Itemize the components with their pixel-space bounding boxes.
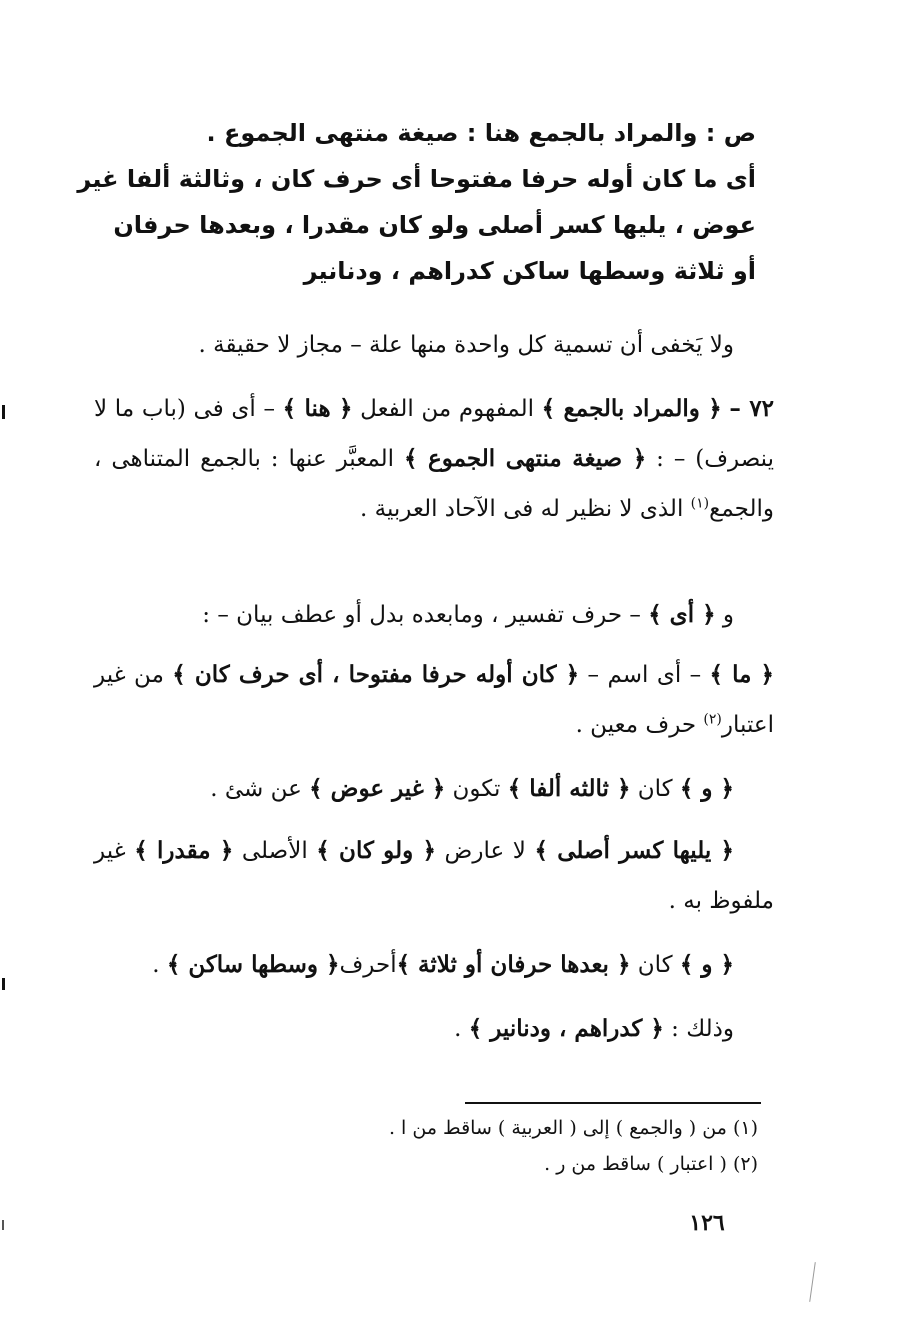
- paragraph-text: .: [454, 1016, 469, 1042]
- matn-line-2: أى ما كان أوله حرفا مفتوحا أى حرف كان ، وثالثة ألفا غير: [77, 165, 756, 193]
- quoted-term: ﴿ غير عوض ﴾: [309, 775, 446, 802]
- paragraph-text: أحرف: [339, 952, 397, 978]
- scan-artifact: [2, 405, 5, 419]
- paragraph-text: عن شئ .: [210, 776, 310, 802]
- footnotes: [98, 1110, 758, 1182]
- quoted-term: ﴿ و ﴾: [679, 775, 734, 802]
- quoted-term: ﴿ ولو كان ﴾: [316, 837, 436, 864]
- matn-line-1: ص : والمراد بالجمع هنا : صيغة منتهى الجموع .: [206, 119, 756, 147]
- paragraph-text: المفهوم من الفعل: [352, 396, 542, 422]
- matn-line-3: عوض ، يليها كسر أصلى ولو كان مقدرا ، وبعدها حرفان: [113, 211, 756, 239]
- footnote-2: (٢) ( اعتبار ) ساقط من ر .: [544, 1153, 758, 1175]
- footnote-ref-1: (١): [690, 495, 710, 512]
- scan-artifact: [809, 1262, 816, 1302]
- section-number: ٧٢ –: [729, 395, 775, 422]
- paragraph-text: غير ملفوظ به .: [94, 838, 774, 914]
- scan-artifact: [2, 1220, 4, 1230]
- footnote-1: (١) من ( والجمع ) إلى ( العربية ) ساقط من ا .: [388, 1117, 758, 1139]
- quoted-term: ﴿ هنا ﴾: [282, 395, 353, 422]
- matn-line-4: أو ثلاثة وسطها ساكن كدراهم ، ودنانير: [303, 257, 756, 285]
- quoted-term: ﴿ ما ﴾: [709, 661, 775, 688]
- quoted-term: ﴿ و ﴾: [679, 951, 734, 978]
- commentary-paragraph-3: [94, 590, 774, 640]
- commentary-paragraph-1: [94, 320, 774, 370]
- page-number: ١٢٦: [689, 1210, 725, 1236]
- quoted-term: ﴿ كدراهم ، ودنانير ﴾: [468, 1015, 664, 1042]
- paragraph-text: الذى لا نظير له فى الآحاد العربية .: [360, 496, 691, 522]
- footnote-separator: [465, 1102, 761, 1104]
- quoted-term: ﴿ وسطها ساكن ﴾: [166, 951, 340, 978]
- commentary-paragraph-8: [94, 1004, 774, 1054]
- paragraph-text: من غير اعتبار: [94, 662, 774, 738]
- paragraph-text: كان: [630, 952, 680, 978]
- quoted-term: ﴿ أى ﴾: [648, 601, 716, 628]
- footnote-ref-2: (٢): [703, 711, 722, 728]
- commentary-paragraph-7: [94, 940, 774, 990]
- paragraph-text: المعبَّر عنها : بالجمع المتناهى ، والجمع: [94, 446, 774, 522]
- matn-block: [77, 110, 756, 294]
- quoted-term: ﴿ كان أوله حرفا مفتوحا ، أى حرف كان ﴾: [172, 661, 580, 688]
- paragraph-text: – أى اسم –: [579, 662, 710, 688]
- paragraph-text: – أى فى (باب ما لا ينصرف) – :: [94, 396, 775, 472]
- scan-artifact: [2, 978, 5, 990]
- quoted-term: ﴿ والمراد بالجمع ﴾: [541, 395, 722, 422]
- commentary-paragraph-2: [94, 384, 774, 534]
- paragraph-text: وذلك :: [663, 1016, 734, 1042]
- paragraph-text: الأصلى: [233, 838, 317, 864]
- paragraph-text: كان: [630, 776, 680, 802]
- quoted-term: ﴿ يليها كسر أصلى ﴾: [534, 837, 734, 864]
- paragraph-text: و: [715, 602, 734, 628]
- quoted-term: ﴿ بعدها حرفان أو ثلاثة ﴾: [396, 951, 631, 978]
- paragraph-text: ولا يَخفى أن تسمية كل واحدة منها علة – مجاز لا حقيقة .: [198, 332, 734, 358]
- quoted-term: ﴿ مقدرا ﴾: [134, 837, 234, 864]
- quoted-term: ﴿ صيغة منتهى الجموع ﴾: [403, 445, 647, 472]
- commentary-paragraph-5: [94, 764, 774, 814]
- paragraph-text: تكون: [445, 776, 508, 802]
- paragraph-text: .: [152, 952, 167, 978]
- quoted-term: ﴿ ثالثه ألفا ﴾: [507, 775, 631, 802]
- commentary-paragraph-4: [94, 650, 774, 750]
- commentary-paragraph-6: [94, 826, 774, 926]
- paragraph-text: – حرف تفسير ، ومابعده بدل أو عطف بيان – :: [202, 602, 649, 628]
- paragraph-text: حرف معين .: [575, 712, 704, 738]
- paragraph-text: لا عارض: [435, 838, 535, 864]
